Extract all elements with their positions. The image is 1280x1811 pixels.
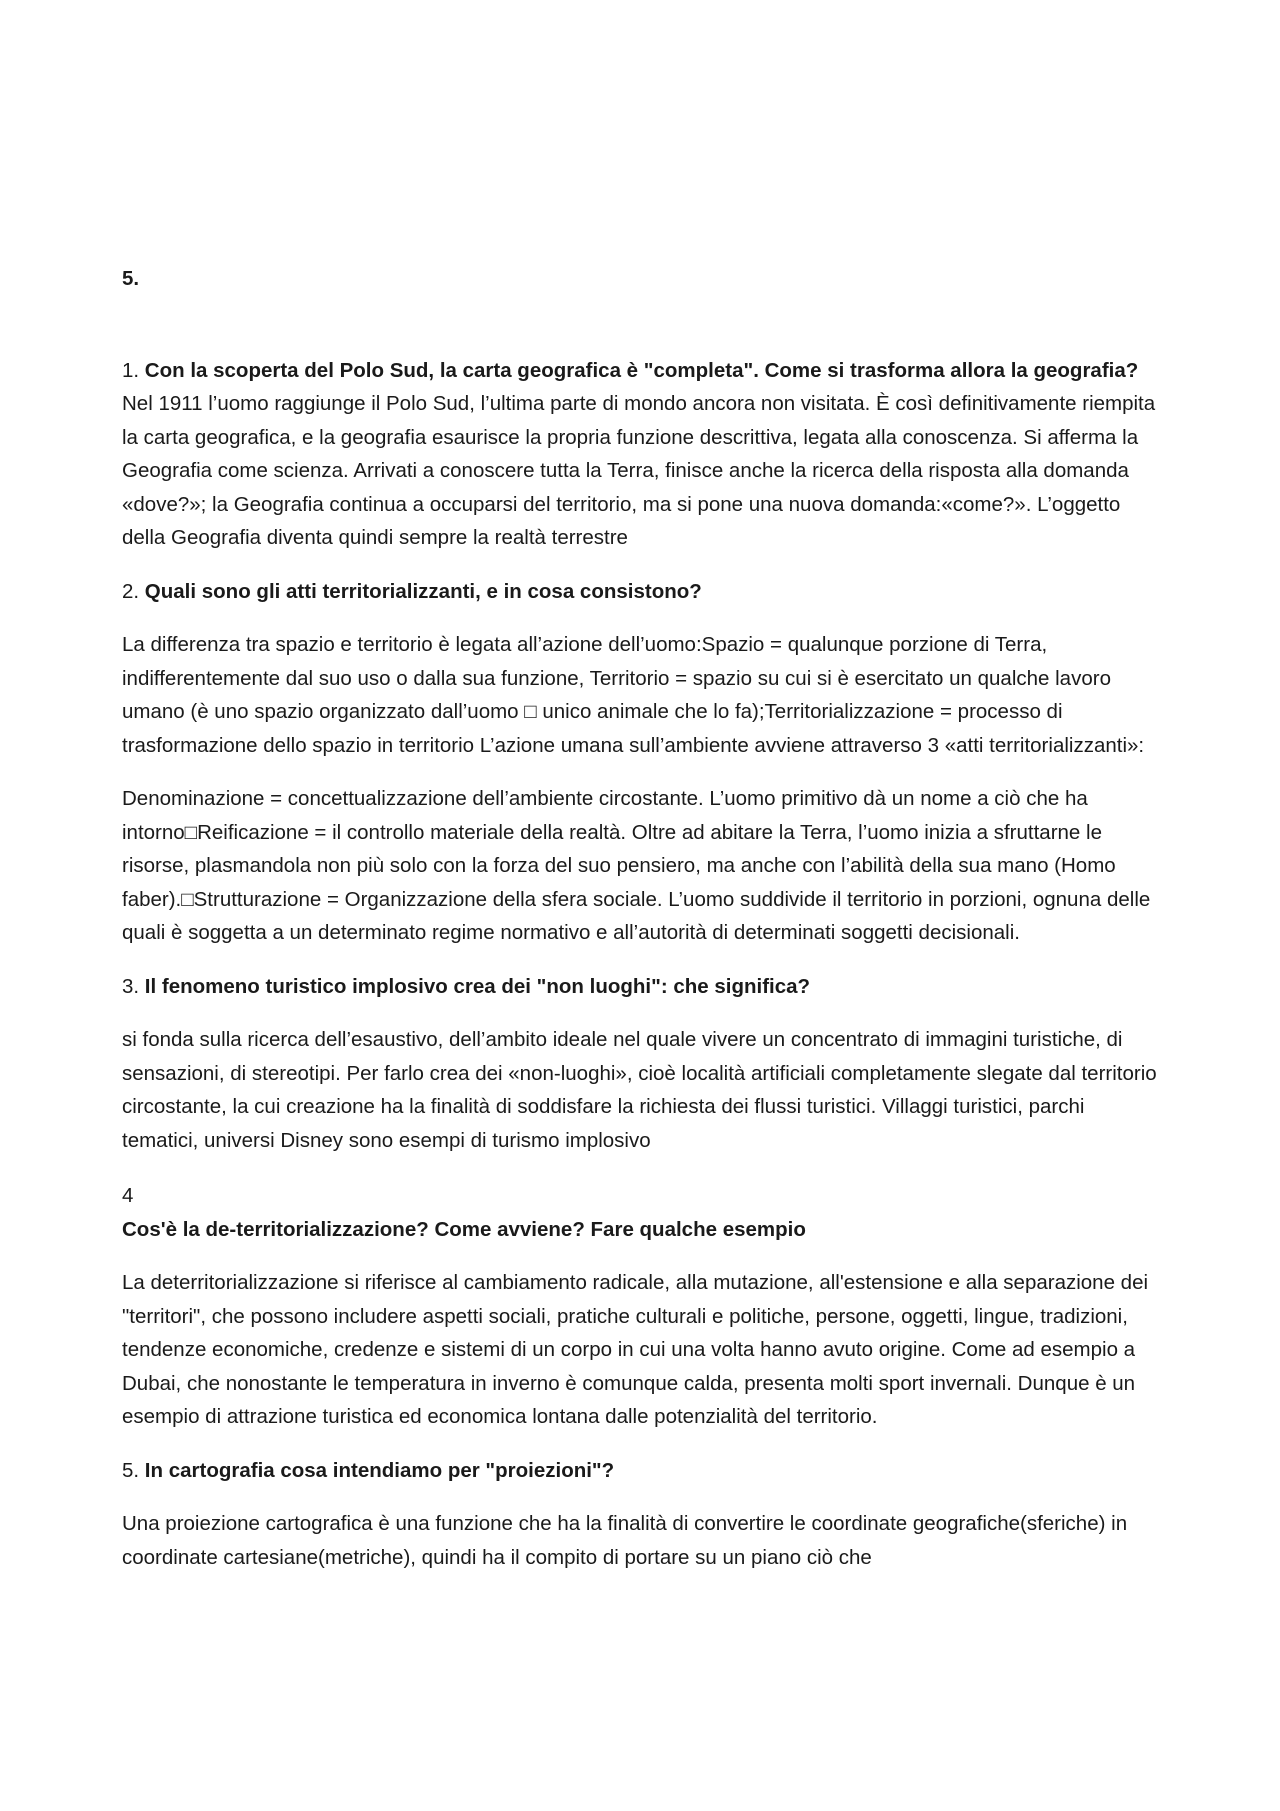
- question-text: Con la scoperta del Polo Sud, la carta geografica è "completa". Come si trasforma allora la geografia?: [144, 358, 1139, 382]
- section-number-heading: 5.: [122, 267, 140, 290]
- question-4-number: 4: [122, 1184, 134, 1207]
- question-text: In cartografia cosa intendiamo per "proiezioni"?: [144, 1458, 615, 1482]
- question-text: Il fenomeno turistico implosivo crea dei "non luoghi": che significa?: [144, 974, 811, 998]
- question-text: Cos'è la de-territorializzazione? Come avviene? Fare qualche esempio: [122, 1217, 806, 1241]
- question-number: 2.: [122, 579, 145, 603]
- answer-2-paragraph-2: Denominazione = concettualizzazione dell’ambiente circostante. L’uomo primitivo dà un nome a ciò che ha intorno□Reificazione = il controllo materiale della realtà. Oltre ad abitare la Terra, l’uomo inizia a sfruttarne le risorse, plasmandola non più solo con la forza del suo pensiero, ma anche con l’abilità della sua mano (Homo faber).□Strutturazione = Organizzazione della sfera sociale. L’uomo suddivide il territorio in porzioni, ognuna delle quali è soggetta a un determinato regime normativo e all’autorità di determinati soggetti decisionali.: [122, 787, 1151, 944]
- answer-5-paragraph: Una proiezione cartografica è una funzione che ha la finalità di convertire le coordinate geografiche(sferiche) in coordinate cartesiane(metriche), quindi ha il compito di portare su un piano ciò che: [122, 1512, 1128, 1569]
- question-number: 3.: [122, 974, 145, 998]
- answer-4-paragraph: La deterritorializzazione si riferisce al cambiamento radicale, alla mutazione, all'estensione e alla separazione dei "territori", che possono includere aspetti sociali, pratiche culturali e politiche, persone, oggetti, lingue, tradizioni, tendenze economiche, credenze e sistemi di un corpo in cui una volta hanno avuto origine. Come ad esempio a Dubai, che nonostante le temperatura in inverno è comunque calda, presenta molti sport invernali. Dunque è un esempio di attrazione turistica ed economica lontana dalle potenzialità del territorio.: [122, 1271, 1149, 1428]
- question-text: Quali sono gli atti territorializzanti, e in cosa consistono?: [144, 579, 702, 603]
- question-1: [122, 354, 1162, 388]
- question-number: 5.: [122, 1458, 145, 1482]
- question-number: 1.: [122, 358, 145, 382]
- question-3: [122, 970, 1162, 1004]
- question-5: [122, 1454, 1162, 1488]
- question-2: [122, 575, 1162, 609]
- answer-3-paragraph: si fonda sulla ricerca dell’esaustivo, dell’ambito ideale nel quale vivere un concentrato di immagini turistiche, di sensazioni, di stereotipi. Per farlo crea dei «non-luoghi», cioè località artificiali completamente slegate dal territorio circostante, la cui creazione ha la finalità di soddisfare la richiesta dei flussi turistici. Villaggi turistici, parchi tematici, universi Disney sono esempi di turismo implosivo: [122, 1028, 1157, 1152]
- question-4: [122, 1213, 1162, 1247]
- answer-1-paragraph: Nel 1911 l’uomo raggiunge il Polo Sud, l’ultima parte di mondo ancora non visitata. È così definitivamente riempita la carta geografica, e la geografia esaurisce la propria funzione descrittiva, legata alla conoscenza. Si afferma la Geografia come scienza. Arrivati a conoscere tutta la Terra, finisce anche la ricerca della risposta alla domanda «dove?»; la Geografia continua a occuparsi del territorio, ma si pone una nuova domanda:«come?». L’oggetto della Geografia diventa quindi sempre la realtà terrestre: [122, 392, 1156, 549]
- document-page: [122, 262, 1162, 1594]
- answer-2-paragraph-1: La differenza tra spazio e territorio è legata all’azione dell’uomo:Spazio = qualunque porzione di Terra, indifferentemente dal suo uso o dalla sua funzione, Territorio = spazio su cui si è esercitato un qualche lavoro umano (è uno spazio organizzato dall’uomo □ unico animale che lo fa);Territorializzazione = processo di trasformazione dello spazio in territorio L’azione umana sull’ambiente avviene attraverso 3 «atti territorializzanti»:: [122, 633, 1145, 757]
